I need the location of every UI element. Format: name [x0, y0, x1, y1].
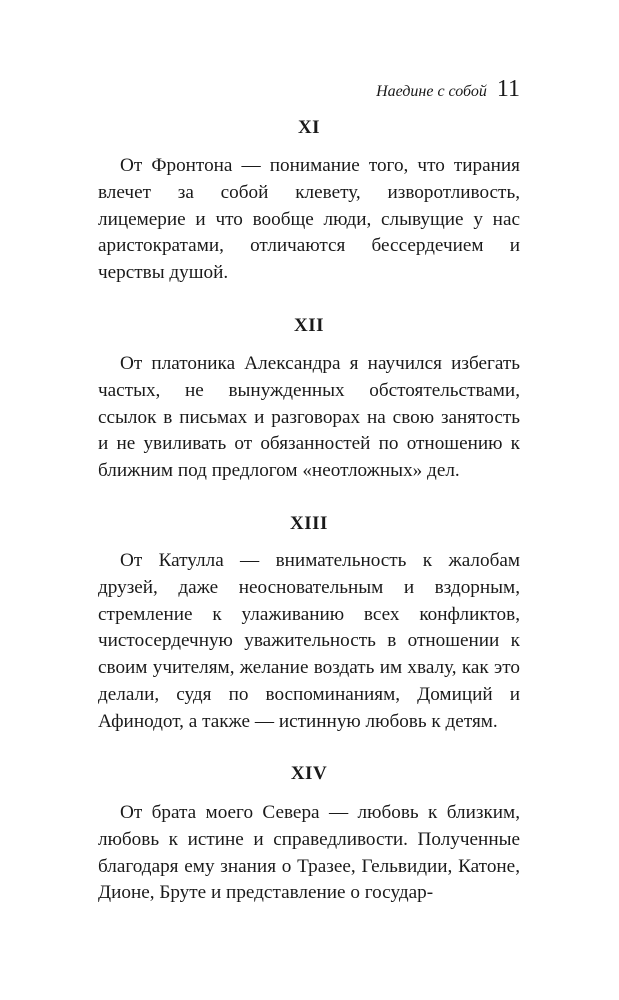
running-head — [376, 76, 520, 103]
section-heading-xi: XI — [297, 117, 321, 138]
section-heading-xiii: XIII — [290, 513, 328, 534]
section-text-xiv: От брата моего Севера — любовь к близким, любовь к истине и справедливости. Полученные благодаря ему знания о Тразее, Гельвидии, Катоне, Дионе, Бруте и представление о государ- — [98, 802, 520, 904]
page-number: 11 — [496, 76, 520, 102]
section-heading-xii: XII — [293, 315, 324, 336]
section-text-xi: От Фронтона — понимание того, что тирания влечет за собой клевету, изворотливость, лицемерие и что вообще люди, слывущие у нас аристократами, отличаются бессердечием и черствы душой. — [98, 155, 520, 284]
running-head-title: Наедине с собой — [376, 83, 487, 100]
section-text-xii: От платоника Александра я научился избегать частых, не вынужденных обстоятельствами, ссылок в письмах и разговорах на свою занятость и не увиливать от обязанностей по отношению к ближним под предлогом «неотложных» дел. — [98, 353, 520, 482]
section-heading-xiv: XIV — [290, 763, 328, 784]
section-text-xiii: От Катулла — внимательность к жалобам друзей, даже неосновательным и вздорным, стремление к улаживанию всех конфликтов, чистосердечную уважительность в отношении к своим учителям, желание воздать им хвалу, как это делали, судя по воспоминаниям, Домиций и Афинодот, а также — истинную любовь к детям. — [98, 550, 520, 732]
